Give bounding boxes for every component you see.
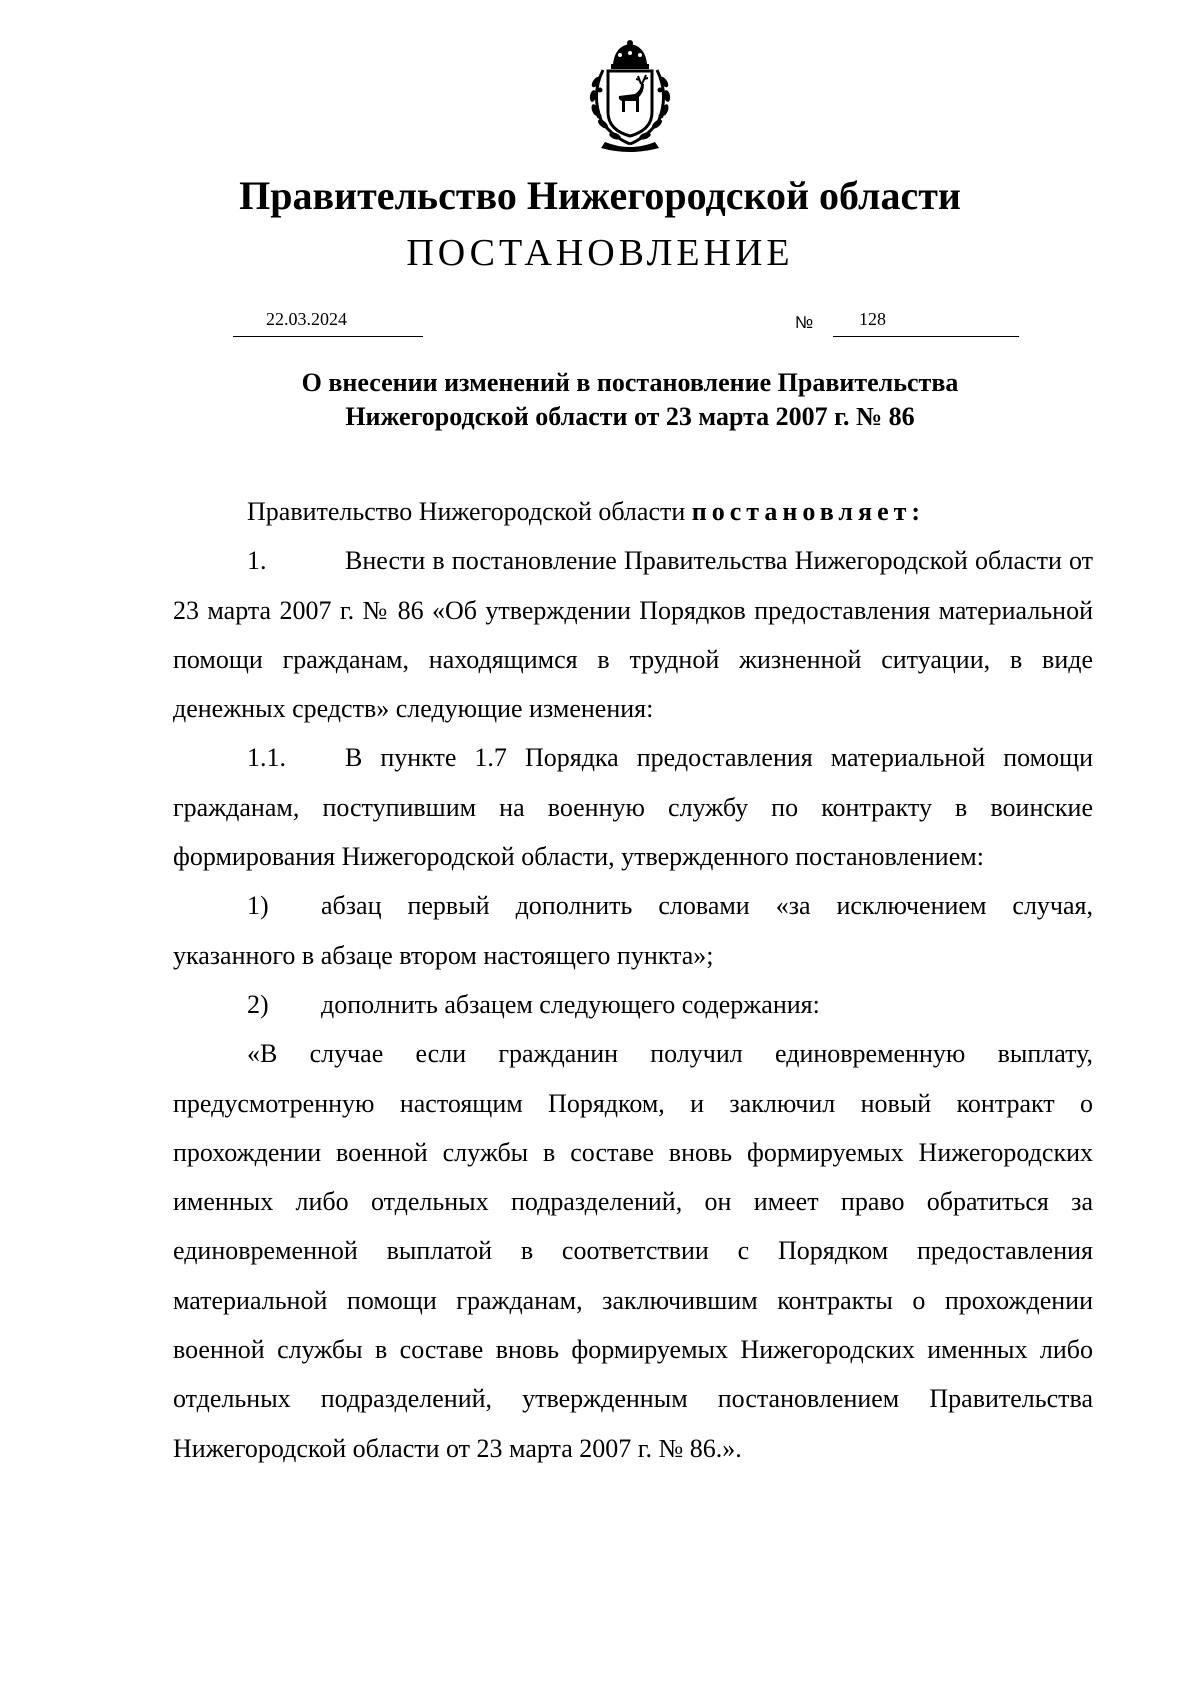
paragraph-text: Внести в постановление Правительства Нижегородской области от 23 марта 2007 г. № 86 «Об утверждении Порядков предоставления материальной помощи гражданам, находящимся в трудной жизненной ситуации, в виде денежных средств» следующие изменения: [173,546,1093,724]
coat-of-arms-icon [575,40,685,152]
paragraph-number: 1. [247,546,267,576]
heading-line: Нижегородской области от 23 марта 2007 г. № 86 [345,402,915,431]
item-text: дополнить абзацем следующего содержания: [321,989,820,1019]
document-heading [170,366,1090,434]
paragraph-number: 1.1. [247,743,286,773]
intro-text: Правительство Нижегородской области [247,497,692,526]
number-sign: № [795,313,814,332]
organization-title: Правительство Нижегородской области [239,173,961,218]
date-field [233,306,423,337]
number-field [833,306,1019,337]
intro-paragraph [173,487,1093,536]
quoted-paragraph: «В случае если гражданин получил единовременную выплату, предусмотренную настоящим Порядком, и заключил новый контракт о прохождении военной службы в составе вновь формируемых Нижегородских именных либо отдельных подразделений, он имеет право обратиться за единовременной выплатой в соответствии с Порядком предоставления материальной помощи гражданам, заключившим контракты о прохождении военной службы в составе вновь формируемых Нижегородских именных либо отдельных подразделений, утвержденным постановлением Правительства Нижегородской области от 23 марта 2007 г. № 86.». [173,1039,1093,1463]
list-item-2 [173,980,1093,1029]
paragraph-1 [173,536,1093,733]
document-body [173,487,1093,1473]
date-value: 22.03.2024 [266,309,347,329]
item-number: 1) [247,891,269,921]
item-number: 2) [247,989,269,1019]
list-item-1 [173,881,1093,980]
heading-line: О внесении изменений в постановление Правительства [301,368,959,397]
item-text: абзац первый дополнить словами «за исключением случая, указанного в абзаце втором настоящего пункта»; [173,891,1093,970]
number-value: 128 [859,309,886,329]
document-type: ПОСТАНОВЛЕНИЕ [406,232,794,274]
paragraph-text: В пункте 1.7 Порядка предоставления материальной помощи гражданам, поступившим на военную службу по контракту в воинские формирования Нижегородской области, утвержденного постановлением: [173,743,1093,872]
paragraph-1-1 [173,733,1093,881]
decree-word: постановляет: [691,497,926,526]
